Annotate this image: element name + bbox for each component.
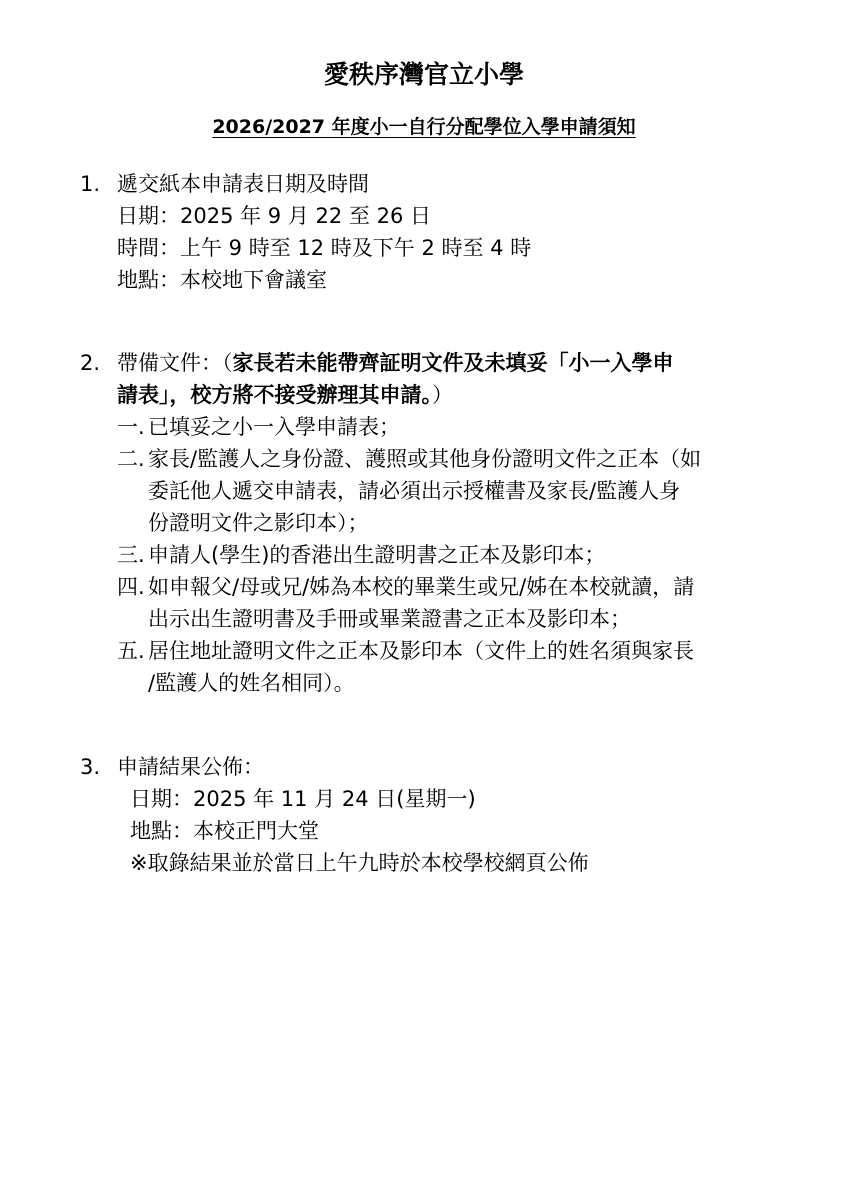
list-item-mark: 一. <box>117 415 145 439</box>
list-item-text: 已填妥之小一入學申請表； <box>148 415 400 439</box>
section1-time: 時間：上午 9 時至 12 時及下午 2 時至 4 時 <box>117 236 532 260</box>
list-item-mark: 三. <box>117 543 145 567</box>
section2-heading-line1 <box>117 347 674 379</box>
section2-heading-warning-1: 家長若未能帶齊証明文件及未填妥「小一入學申 <box>232 351 674 375</box>
list-item-text: 家長/監護人之身份證、護照或其他身份證明文件之正本（如 <box>148 447 702 471</box>
section3-number: 3. <box>80 755 101 779</box>
list-item-text: 申請人(學生)的香港出生證明書之正本及影印本； <box>148 543 606 567</box>
section2-heading-prefix: 帶備文件：（ <box>117 351 233 375</box>
section1-heading: 遞交紙本申請表日期及時間 <box>117 172 369 196</box>
section3-date: 日期：2025 年 11 月 24 日(星期一) <box>130 787 476 811</box>
section1-date: 日期：2025 年 9 月 22 至 26 日 <box>117 204 431 228</box>
document-title-text: 2026/2027 年度小一自行分配學位入學申請須知 <box>212 116 636 138</box>
document-title <box>0 113 848 141</box>
section2-heading-suffix: ） <box>432 383 453 407</box>
section3-note: ※取錄結果並於當日上午九時於本校學校網頁公佈 <box>130 851 589 875</box>
section3-venue: 地點：本校正門大堂 <box>130 819 319 843</box>
section3-heading: 申請結果公佈： <box>117 755 264 779</box>
section2-heading-warning-2: 請表」，校方將不接受辦理其申請。 <box>117 383 432 407</box>
list-item-mark: 二. <box>117 447 145 471</box>
list-item-text: 委託他人遞交申請表，請必須出示授權書及家長/監護人身 <box>148 479 681 503</box>
section1-number: 1. <box>80 172 101 196</box>
list-item-mark: 五. <box>117 639 145 663</box>
section1-venue: 地點：本校地下會議室 <box>117 268 327 292</box>
section2-number: 2. <box>80 351 101 375</box>
list-item-text: 如申報父/母或兄/姊為本校的畢業生或兄/姊在本校就讀，請 <box>148 575 695 599</box>
section2-heading-line2 <box>117 379 453 411</box>
list-item-mark: 四. <box>117 575 145 599</box>
list-item-text: /監護人的姓名相同）。 <box>148 671 355 695</box>
list-item-text: 出示出生證明書及手冊或畢業證書之正本及影印本； <box>148 607 631 631</box>
school-name: 愛秩序灣官立小學 <box>323 60 524 89</box>
list-item-text: 份證明文件之影印本）； <box>148 511 369 535</box>
list-item-text: 居住地址證明文件之正本及影印本（文件上的姓名須與家長 <box>148 639 694 663</box>
